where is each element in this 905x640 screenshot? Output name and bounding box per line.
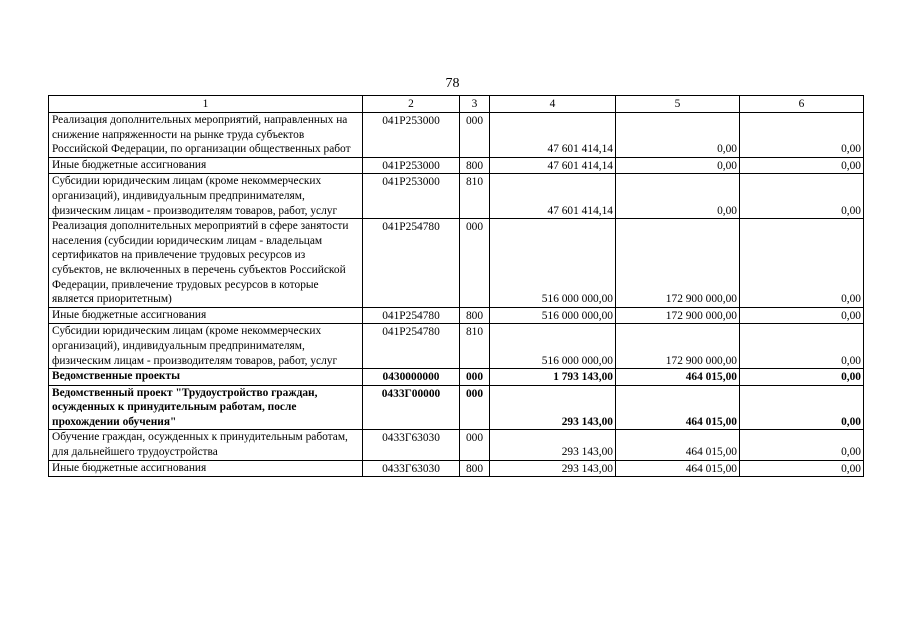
row-code-cell: 041P254780	[363, 324, 460, 369]
column-header-3: 3	[460, 96, 490, 113]
table-row	[49, 113, 864, 158]
column-header-5: 5	[616, 96, 740, 113]
row-code-cell: 041P254780	[363, 219, 460, 308]
row-value-col5: 464 015,00	[616, 430, 740, 460]
column-header-2: 2	[363, 96, 460, 113]
table-row	[49, 369, 864, 386]
row-value-col6: 0,00	[740, 174, 864, 219]
row-name-cell: Реализация дополнительных мероприятий, направленных на снижение напряженности на рынке труда субъектов Российской Федерации, по организации общественных работ	[49, 113, 363, 158]
row-type-cell: 000	[460, 385, 490, 430]
row-type-cell: 810	[460, 324, 490, 369]
row-type-cell: 800	[460, 307, 490, 324]
row-name-cell: Реализация дополнительных мероприятий в сфере занятости населения (субсидии юридическим лицам - владельцам сертификатов на привлечение трудовых ресурсов из субъектов, не включенных в перечень субъектов Российской Федерации, привлечение трудовых ресурсов в которые является приоритетным)	[49, 219, 363, 308]
row-value-col5: 464 015,00	[616, 369, 740, 386]
row-name-cell: Иные бюджетные ассигнования	[49, 460, 363, 477]
row-code-cell: 0430000000	[363, 369, 460, 386]
row-value-col6: 0,00	[740, 219, 864, 308]
row-name-cell: Обучение граждан, осужденных к принудительным работам, для дальнейшего трудоустройства	[49, 430, 363, 460]
row-value-col4: 293 143,00	[490, 460, 616, 477]
row-name-cell: Иные бюджетные ассигнования	[49, 157, 363, 174]
row-code-cell: 041P253000	[363, 157, 460, 174]
table-row	[49, 157, 864, 174]
row-value-col6: 0,00	[740, 113, 864, 158]
row-name-cell: Ведомственные проекты	[49, 369, 363, 386]
row-name-cell: Субсидии юридическим лицам (кроме некоммерческих организаций), индивидуальным предпринимателям, физическим лицам - производителям товаров, работ, услуг	[49, 324, 363, 369]
row-value-col4: 47 601 414,14	[490, 113, 616, 158]
column-header-1: 1	[49, 96, 363, 113]
table-row	[49, 174, 864, 219]
row-value-col6: 0,00	[740, 157, 864, 174]
row-value-col6: 0,00	[740, 430, 864, 460]
row-value-col6: 0,00	[740, 460, 864, 477]
row-value-col4: 516 000 000,00	[490, 219, 616, 308]
row-code-cell: 041P254780	[363, 307, 460, 324]
row-value-col5: 172 900 000,00	[616, 324, 740, 369]
row-type-cell: 000	[460, 113, 490, 158]
row-type-cell: 810	[460, 174, 490, 219]
row-value-col4: 516 000 000,00	[490, 307, 616, 324]
table-row	[49, 307, 864, 324]
row-type-cell: 000	[460, 430, 490, 460]
row-code-cell: 0433Г63030	[363, 430, 460, 460]
row-type-cell: 000	[460, 369, 490, 386]
row-value-col4: 47 601 414,14	[490, 174, 616, 219]
row-value-col6: 0,00	[740, 385, 864, 430]
row-value-col5: 0,00	[616, 157, 740, 174]
row-value-col6: 0,00	[740, 369, 864, 386]
row-value-col4: 293 143,00	[490, 385, 616, 430]
row-name-cell: Иные бюджетные ассигнования	[49, 307, 363, 324]
row-value-col5: 0,00	[616, 113, 740, 158]
table-row	[49, 430, 864, 460]
row-value-col4: 47 601 414,14	[490, 157, 616, 174]
row-value-col5: 172 900 000,00	[616, 307, 740, 324]
column-header-6: 6	[740, 96, 864, 113]
row-value-col4: 516 000 000,00	[490, 324, 616, 369]
row-value-col6: 0,00	[740, 324, 864, 369]
table-row	[49, 324, 864, 369]
page-number: 78	[445, 76, 460, 91]
budget-table	[48, 95, 864, 477]
budget-table-body	[49, 96, 864, 477]
row-name-cell: Ведомственный проект "Трудоустройство граждан, осужденных к принудительным работам, после прохождении обучения"	[49, 385, 363, 430]
row-value-col5: 172 900 000,00	[616, 219, 740, 308]
row-value-col6: 0,00	[740, 307, 864, 324]
row-value-col5: 464 015,00	[616, 385, 740, 430]
table-row	[49, 385, 864, 430]
row-value-col4: 1 793 143,00	[490, 369, 616, 386]
row-code-cell: 041P253000	[363, 113, 460, 158]
row-type-cell: 000	[460, 219, 490, 308]
row-code-cell: 041P253000	[363, 174, 460, 219]
row-value-col5: 0,00	[616, 174, 740, 219]
column-header-4: 4	[490, 96, 616, 113]
row-value-col5: 464 015,00	[616, 460, 740, 477]
table-row	[49, 460, 864, 477]
row-code-cell: 0433Г00000	[363, 385, 460, 430]
table-row	[49, 219, 864, 308]
row-value-col4: 293 143,00	[490, 430, 616, 460]
row-type-cell: 800	[460, 460, 490, 477]
row-name-cell: Субсидии юридическим лицам (кроме некоммерческих организаций), индивидуальным предпринимателям, физическим лицам - производителям товаров, работ, услуг	[49, 174, 363, 219]
row-code-cell: 0433Г63030	[363, 460, 460, 477]
table-header-row	[49, 96, 864, 113]
row-type-cell: 800	[460, 157, 490, 174]
